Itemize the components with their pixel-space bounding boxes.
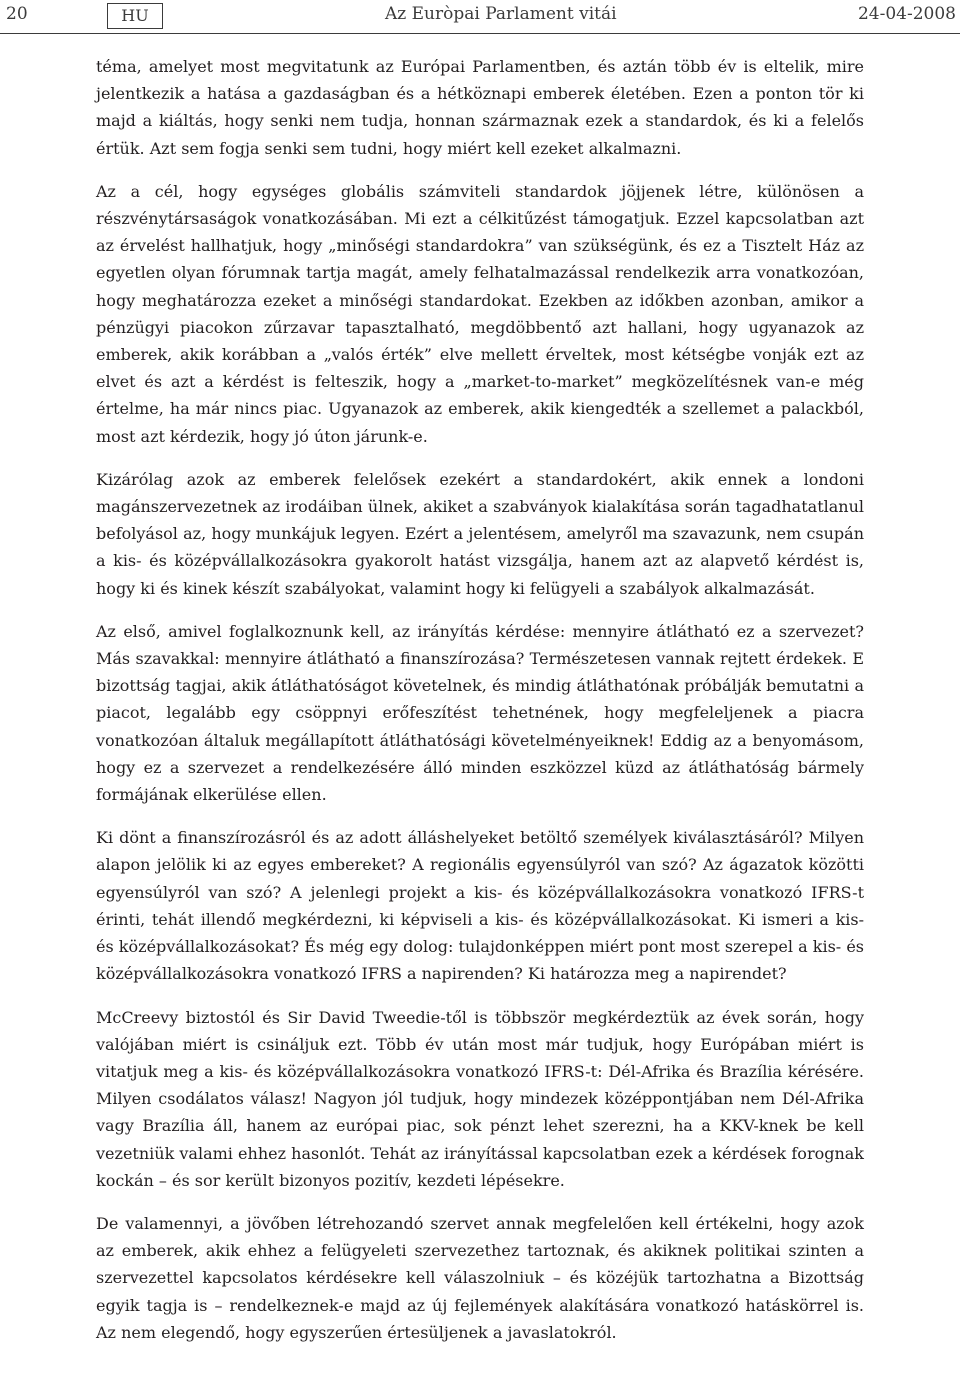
paragraph: Kizárólag azok az emberek felelősek ezekért a standardokért, akik ennek a londoni magánszervezetnek az irodáiban ülnek, akiket a szabványok kialakítása során tagadhatatlanul befolyásol az, hogy munkájuk legyen. Ezért a jelentésem, amelyről ma szavazunk, nem csupán a kis- és középvállalkozásokra gyakorolt hatást vizsgálja, hanem azt az alapvető kérdést is, hogy ki és kinek készít szabályokat, valamint hogy ki felügyeli a szabályok alkalmazását.: [96, 469, 864, 598]
page-header: [0, 0, 960, 34]
paragraph: De valamennyi, a jövőben létrehozandó szervet annak megfelelően kell értékelni, hogy azok az emberek, akik ehhez a felügyeleti szervezethez tartoznak, és akiknek politikai szinten a szervezettel kapcsolatos kérdésekre kell válaszolniuk – és közéjük tartozhatna a Bizottság egyik tagja is – rendelkeznek-e majd az új fejlemények alakítására vonatkozó hatáskörrel is. Az nem elegendő, hogy egyszerűen értesüljenek a javaslatokról.: [96, 1213, 864, 1342]
document-body: [96, 53, 864, 1362]
page-number: 20: [6, 4, 28, 24]
paragraph: Az a cél, hogy egységes globális számviteli standardok jöjjenek létre, különösen a részvénytársaságok vonatkozásában. Mi ezt a célkitűzést támogatjuk. Ezzel kapcsolatban azt az érvelést hallhatjuk, hogy „minőségi standardokra” van szükségünk, és ez a Tisztelt Ház az egyetlen olyan fórumnak tartja magát, amely felhatalmazással rendelkezik arra vonatkozóan, hogy meghatározza ezeket a minőségi standardokat. Ezekben az időkben azonban, amikor a pénzügyi piacokon zűrzavar tapasztalható, megdöbbentő azt hallani, hogy ugyanazok az emberek, akik korábban a „valós érték” elve mellett érveltek, most kétségbe vonják ezt az elvet és azt a kérdést is felteszik, hogy a „market-to-market” megközelítésnek van-e még értelme, ha már nincs piac. Ugyanazok az emberek, akik kiengedték a szellemet a palackból, most azt kérdezik, hogy jó úton járunk-e.: [96, 181, 864, 446]
document-date: 24-04-2008: [857, 4, 956, 24]
paragraph: Ki dönt a finanszírozásról és az adott álláshelyeket betöltő személyek kiválasztásáról? Milyen alapon jelölik ki az egyes embereket? A regionális egyensúlyról van szó? Az ágazatok közötti egyensúlyról van szó? A jelenlegi projekt a kis- és középvállalkozásokra vonatkozó IFRS-t érinti, tehát illendő megkérdezni, ki képviseli a kis- és középvállalkozásokat. Ki ismeri a kis- és középvállalkozásokat? És még egy dolog: tulajdonképpen miért pont most szerepel a kis- és középvállalkozásokra vonatkozó IFRS a napirenden? Ki határozza meg a napirendet?: [96, 828, 864, 984]
paragraph: Az első, amivel foglalkoznunk kell, az irányítás kérdése: mennyire átlátható ez a szervezet? Más szavakkal: mennyire átlátható a finanszírozása? Természetesen vannak rejtett érdekek. E bizottság tagjai, akik átláthatóságot követelnek, és mindig átláthatónak próbálják bemutatni a piacot, legalább egy csöppnyi erőfeszítést tehetnének, hogy megfeleljenek a piacra vonatkozóan általuk megállapított átláthatósági követelményeiknek! Eddig az a benyomásom, hogy ez a szervezet a rendelkezésére álló minden eszközzel küzd az átláthatóság bármely formájának elkerülése ellen.: [96, 621, 864, 805]
document-title: Az Euròpai Parlament vitái: [385, 4, 617, 24]
paragraph: téma, amelyet most megvitatunk az Európai Parlamentben, és aztán több év is eltelik, mire jelentkezik a hatása a gazdaságban és a hétköznapi emberek életében. Ezen a ponton tör ki majd a kiáltás, hogy senki nem tudja, honnan származnak ezek a standardok, és ki a felelős értük. Azt sem fogja senki sem tudni, hogy miért kell ezeket alkalmazni.: [96, 57, 864, 158]
paragraph: McCreevy biztostól és Sir David Tweedie-től is többször megkérdeztük az évek során, hogy valójában miért is csináljuk ezt. Több év után most már tudjuk, hogy Európában miért is vitatjuk meg a kis- és középvállalkozásokra vonatkozó IFRS-t: Dél-Afrika és Brazília kérésére. Milyen csodálatos válasz! Nagyon jól tudjuk, hogy mindezek középpontjában nem Dél-Afrika vagy Brazília áll, hanem az európai piac, sok pénzt lehet szerezni, ha a KKV-knek be kell vezetniük valami ehhez hasonlót. Tehát az irányítással kapcsolatban ezek a kérdések forognak kockán – és sor került bizonyos pozitív, kezdeti lépésekre.: [96, 1007, 864, 1190]
language-code-box: HU: [107, 3, 163, 29]
header-divider: [0, 33, 960, 34]
